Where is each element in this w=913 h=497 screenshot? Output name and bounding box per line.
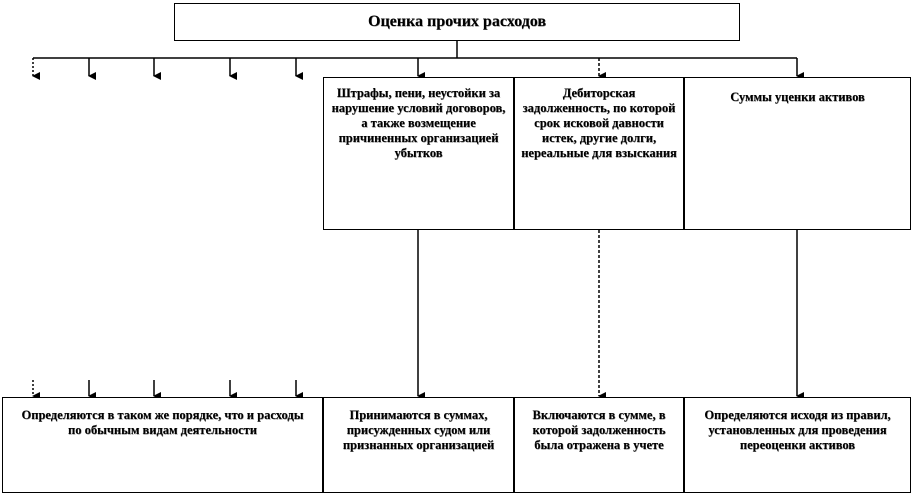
category-fines-box — [323, 77, 514, 230]
category-debts-box — [514, 77, 684, 230]
result-assets-box — [684, 397, 911, 493]
result-ordinary-text: Определяются в таком же порядке, что и расходы по обычным видам деятельности — [21, 408, 304, 437]
result-fines-box — [323, 397, 514, 493]
result-debts-text: Включаются в сумме, в которой задолженность была отражена в учете — [532, 408, 666, 452]
result-ordinary-box — [2, 397, 323, 493]
diagram-title-box — [174, 3, 740, 41]
category-debts-text: Дебиторская задолженность, по которой срок исковой давности истек, другие долги, нереальные для взыскания — [521, 86, 677, 160]
result-assets-text: Определяются исходя из правил, установленных для проведения переоценки активов — [704, 408, 891, 452]
category-assets-text: Суммы уценки активов — [730, 90, 865, 104]
result-fines-text: Принимаются в суммах, присужденных судом или признанных организацией — [342, 408, 495, 452]
category-fines-text: Штрафы, пени, неустойки за нарушение условий договоров, а также возмещение причиненных организацией убытков — [331, 86, 506, 160]
category-assets-box — [684, 77, 911, 230]
result-debts-box — [514, 397, 684, 493]
diagram-title: Оценка прочих расходов — [368, 13, 546, 30]
